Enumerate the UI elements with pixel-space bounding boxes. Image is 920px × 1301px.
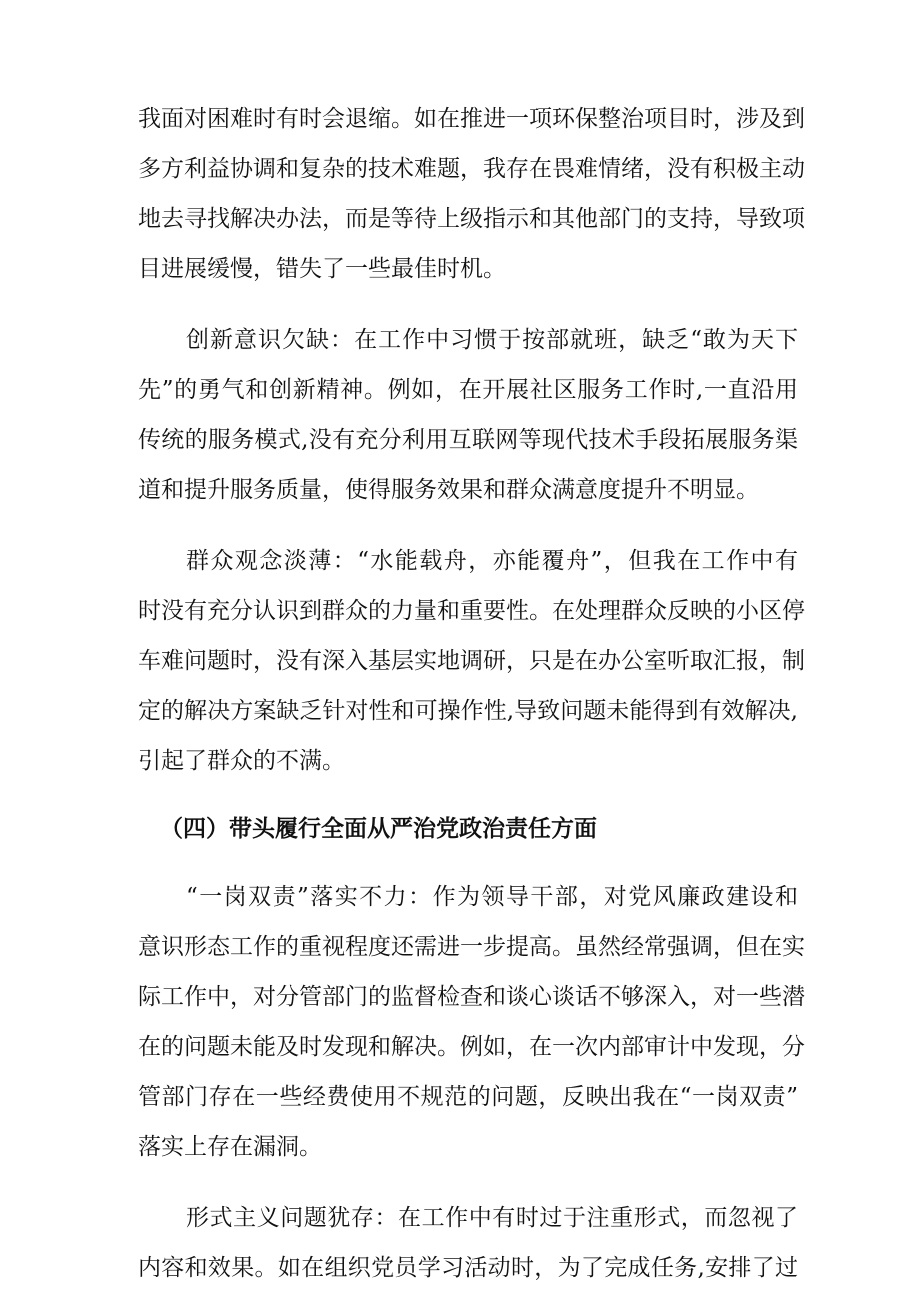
- paragraph-line: 创新意识欠缺：在工作中习惯于按部就班，缺乏“敢为天下: [186, 327, 798, 353]
- paragraph-line: 形式主义问题犹存：在工作中有时过于注重形式，而忽视了: [186, 1205, 798, 1231]
- paragraph-line: 群众观念淡薄：“水能载舟，亦能覆舟”，但我在工作中有: [186, 548, 798, 574]
- paragraph-line: 意识形态工作的重视程度还需进一步提高。虽然经常强调，但在实: [138, 934, 805, 960]
- paragraph-line: 际工作中，对分管部门的监督检查和谈心谈话不够深入，对一些潜: [138, 984, 805, 1010]
- paragraph-line: 车难问题时，没有深入基层实地调研，只是在办公室听取汇报，制: [138, 648, 805, 674]
- section-heading: （四）带头履行全面从严治党政治责任方面: [160, 816, 597, 842]
- paragraph-line: 管部门存在一些经费使用不规范的问题，反映出我在“一岗双责”: [138, 1084, 798, 1110]
- paragraph-line: 我面对困难时有时会退缩。如在推进一项环保整治项目时，涉及到: [138, 106, 805, 132]
- paragraph-line: 引起了群众的不满。: [138, 748, 345, 774]
- paragraph-line: 落实上存在漏洞。: [138, 1134, 322, 1160]
- paragraph-line: 多方利益协调和复杂的技术难题，我存在畏难情绪，没有积极主动: [138, 156, 805, 182]
- paragraph-line: 在的问题未能及时发现和解决。例如，在一次内部审计中发现，分: [138, 1034, 805, 1060]
- paragraph-line: 时没有充分认识到群众的力量和重要性。在处理群众反映的小区停: [138, 598, 805, 624]
- paragraph-line: “一岗双责”落实不力：作为领导干部，对党风廉政建设和: [186, 884, 798, 910]
- paragraph-line: 目进展缓慢，错失了一些最佳时机。: [138, 256, 506, 282]
- paragraph-line: 道和提升服务质量，使得服务效果和群众满意度提升不明显。: [138, 477, 759, 503]
- paragraph-line: 先”的勇气和创新精神。例如，在开展社区服务工作时,一直沿用: [138, 377, 798, 403]
- paragraph-line: 地去寻找解决办法，而是等待上级指示和其他部门的支持，导致项: [138, 206, 805, 232]
- paragraph-line: 内容和效果。如在组织党员学习活动时，为了完成任务,安排了过: [138, 1255, 798, 1281]
- paragraph-line: 定的解决方案缺乏针对性和可操作性,导致问题未能得到有效解决,: [138, 698, 798, 724]
- paragraph-line: 传统的服务模式,没有充分利用互联网等现代技术手段拓展服务渠: [138, 427, 798, 453]
